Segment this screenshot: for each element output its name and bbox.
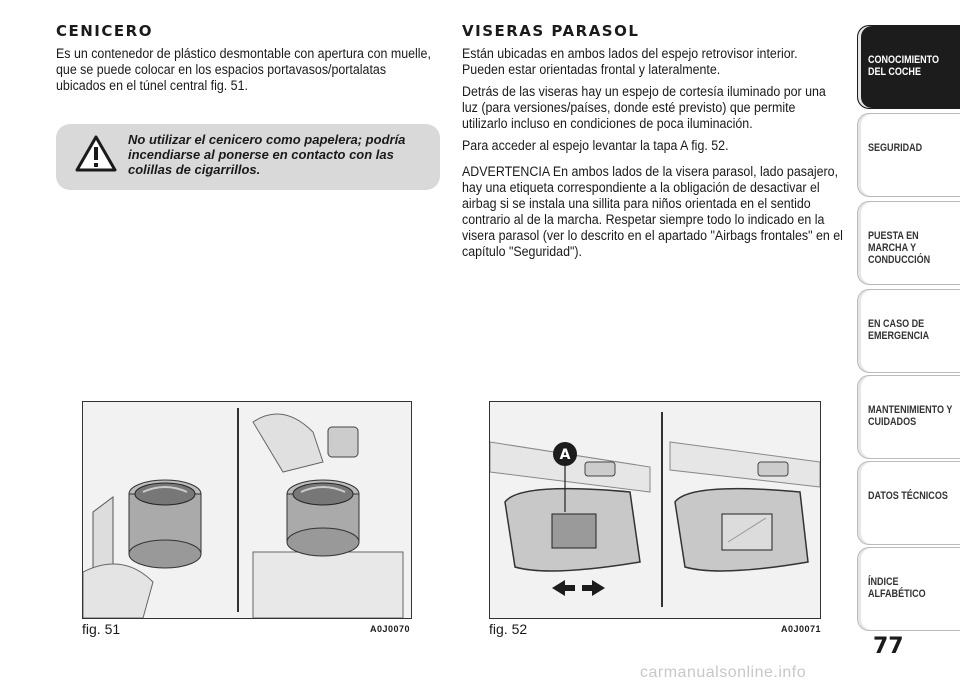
figure-52-code: A0J0071 [781, 624, 822, 634]
ashtray-illustration [83, 402, 411, 618]
figure-52-label: fig. 52 [489, 621, 528, 637]
tab-puesta-en-marcha[interactable] [857, 201, 960, 285]
watermark: carmanualsonline.info [640, 664, 807, 681]
page-number: 77 [873, 634, 904, 659]
viseras-p2: Detrás de las viseras hay un espejo de cortesía iluminado por una luz (para versiones/países, donde esté previsto) que permite utilizarlo incluso en condiciones de poca iluminación. [462, 84, 826, 131]
tab-label: ÍNDICE ALFABÉTICO [868, 576, 926, 600]
warning-triangle-icon [74, 134, 118, 174]
warning-box [56, 124, 440, 190]
warning-text: No utilizar el cenicero como papelera; podría incendiarse al ponerse en contacto con las colillas de cigarrillos. [128, 132, 406, 177]
tab-conocimiento-del-coche[interactable] [857, 25, 960, 109]
right-column [462, 22, 846, 266]
figure-51-code: A0J0070 [370, 624, 411, 634]
viseras-p1: Están ubicadas en ambos lados del espejo retrovisor interior. Pueden estar orientadas frontal y lateralmente. [462, 46, 798, 77]
section-heading-viseras: VISERAS PARASOL [462, 22, 640, 40]
tab-datos-tecnicos[interactable] [857, 461, 960, 545]
viseras-p4: ADVERTENCIA En ambos lados de la visera parasol, lado pasajero, hay una etiqueta correspondiente a la obligación de desactivar el airbag si se instala una sillita para niños orientada en el sentido contrario al de la marcha. Respetar siempre todo lo indicado en la visera parasol (ver lo descrito en el apartado "Airbags frontales" en el capítulo "Seguridad"). [462, 164, 843, 259]
figure-52-sun-visor [489, 401, 821, 619]
tab-label: CONOCIMIENTO DEL COCHE [868, 54, 939, 78]
tab-label: MANTENIMIENTO Y CUIDADOS [868, 404, 953, 428]
tab-indice-alfabetico[interactable] [857, 547, 960, 631]
cenicero-body: Es un contenedor de plástico desmontable con apertura con muelle, que se puede colocar en los espacios portavasos/portalatas ubicados en el túnel central fig. 51. [56, 46, 431, 93]
figure-51-label: fig. 51 [82, 621, 121, 637]
tab-mantenimiento[interactable] [857, 375, 960, 459]
callout-a-label: A [559, 447, 571, 463]
sun-visor-illustration [490, 402, 820, 618]
section-heading-cenicero: CENICERO [56, 22, 153, 40]
viseras-p3: Para acceder al espejo levantar la tapa A fig. 52. [462, 138, 729, 153]
figure-51-ashtray [82, 401, 412, 619]
tab-label: EN CASO DE EMERGENCIA [868, 318, 930, 342]
tab-label: SEGURIDAD [868, 142, 923, 154]
tab-seguridad[interactable] [857, 113, 960, 197]
tab-label: DATOS TÉCNICOS [868, 490, 948, 502]
tab-en-caso-de-emergencia[interactable] [857, 289, 960, 373]
tab-label: PUESTA EN MARCHA Y CONDUCCIÓN [868, 230, 931, 266]
left-column [56, 22, 440, 100]
